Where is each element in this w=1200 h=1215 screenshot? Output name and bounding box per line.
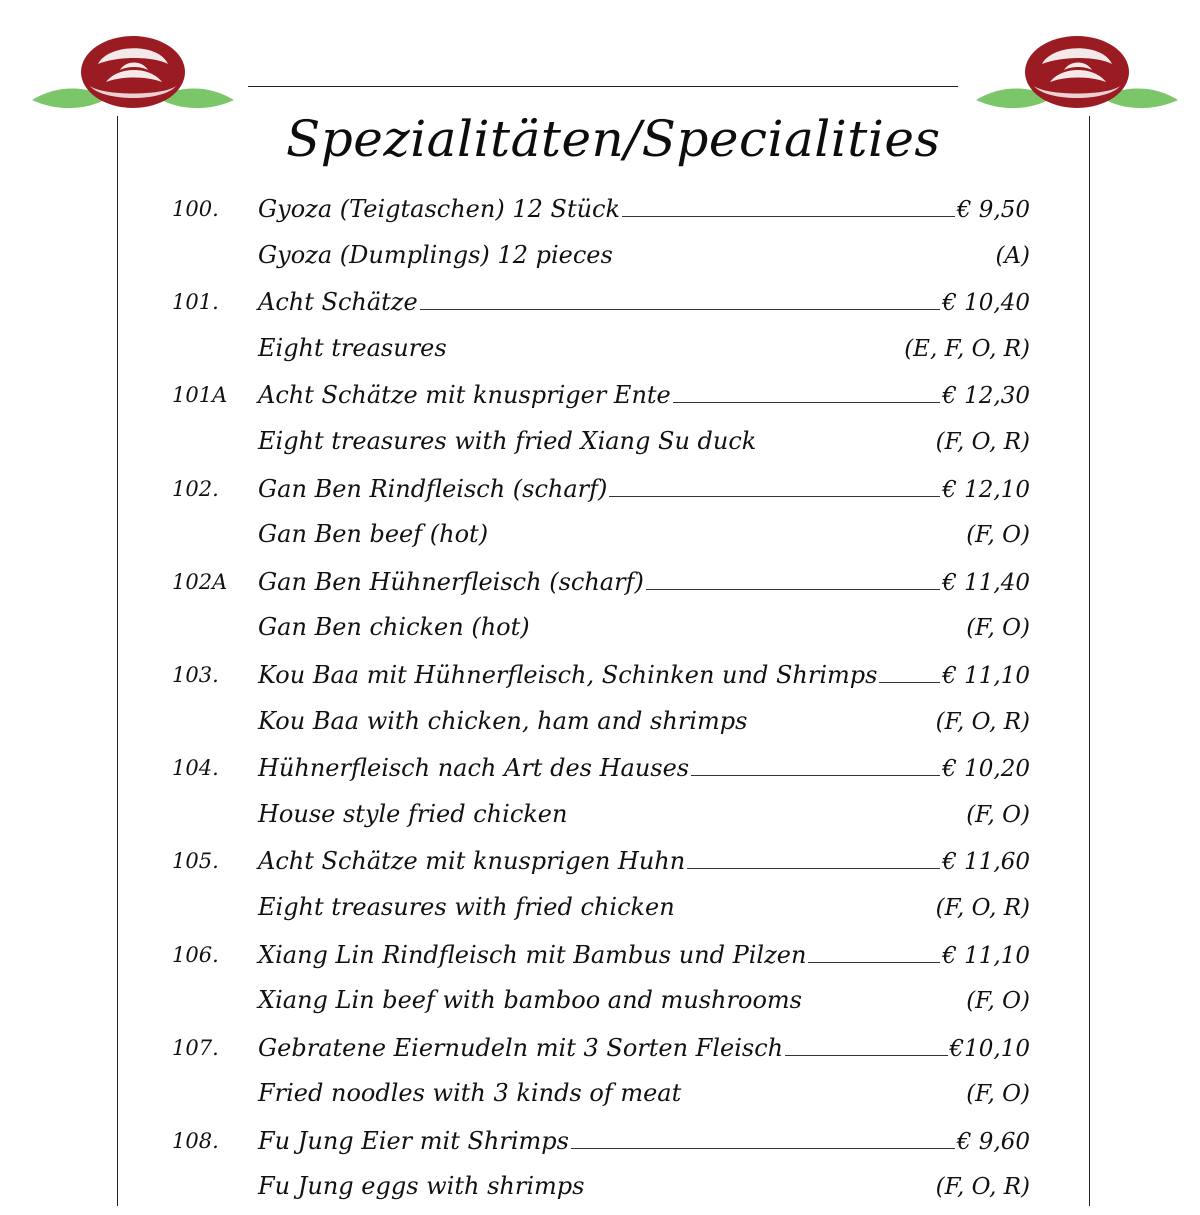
item-line-english <box>258 334 1030 362</box>
item-name-english: Fried noodles with 3 kinds of meat <box>258 1079 682 1108</box>
dotted-leader <box>646 567 940 590</box>
item-allergens: (A) <box>995 242 1030 269</box>
item-line <box>258 660 1030 689</box>
item-price: € 11,60 <box>942 849 1030 876</box>
menu-item-row <box>0 1029 1200 1076</box>
item-name-german: Kou Baa mit Hühnerfleisch, Schinken und Shrimps <box>258 660 878 689</box>
menu-item-translation-row <box>0 609 1200 656</box>
dotted-leader <box>687 846 940 869</box>
item-price: € 11,40 <box>942 569 1030 596</box>
menu-item-translation-row <box>0 982 1200 1029</box>
item-allergens: (F, O, R) <box>935 428 1030 455</box>
item-number: 102. <box>172 476 219 501</box>
item-line <box>258 567 1030 596</box>
dotted-leader <box>879 660 940 683</box>
rose-decoration-left <box>28 34 238 124</box>
menu-item-row <box>0 749 1200 796</box>
menu-item-row <box>0 842 1200 889</box>
rose-decoration-right <box>972 34 1182 124</box>
item-name-german: Xiang Lin Rindfleisch mit Bambus und Pilzen <box>258 940 807 969</box>
item-name-english: House style fried chicken <box>258 799 568 828</box>
menu-item-translation-row <box>0 330 1200 377</box>
item-number: 100. <box>172 197 219 221</box>
item-name-german: Gyoza (Teigtaschen) 12 Stück <box>258 195 621 223</box>
item-name-english: Gyoza (Dumplings) 12 pieces <box>258 240 613 269</box>
menu-item-row <box>0 190 1200 237</box>
dotted-leader <box>785 1033 947 1056</box>
item-price: € 10,20 <box>942 756 1030 783</box>
top-divider <box>248 86 958 87</box>
item-name-german: Hühnerfleisch nach Art des Hauses <box>258 754 690 783</box>
item-number: 103. <box>172 662 219 687</box>
dotted-leader <box>571 1126 955 1149</box>
dotted-leader <box>691 753 940 776</box>
menu-item-row <box>0 563 1200 610</box>
item-name-english: Eight treasures <box>258 333 447 362</box>
item-price: € 9,60 <box>956 1128 1030 1155</box>
item-name-german: Acht Schätze mit knusprigen Huhn <box>258 847 686 876</box>
item-number: 104. <box>172 756 219 781</box>
item-price: € 9,50 <box>956 197 1030 223</box>
dotted-leader <box>808 940 940 963</box>
item-line <box>258 1126 1030 1155</box>
item-price: € 12,10 <box>942 476 1030 503</box>
item-price: € 11,10 <box>942 942 1030 969</box>
item-allergens: (F, O) <box>966 801 1030 828</box>
item-number: 108. <box>172 1128 219 1153</box>
item-allergens: (F, O, R) <box>935 894 1030 921</box>
item-name-german: Acht Schätze mit knuspriger Ente <box>258 381 671 410</box>
item-name-english: Eight treasures with fried Xiang Su duck <box>258 426 757 455</box>
dotted-leader <box>420 287 941 310</box>
menu-item-row <box>0 283 1200 330</box>
item-name-english: Gan Ben chicken (hot) <box>258 613 530 642</box>
dotted-leader <box>609 474 940 497</box>
item-name-german: Fu Jung Eier mit Shrimps <box>258 1126 569 1155</box>
item-line-english <box>258 520 1030 548</box>
dotted-leader <box>673 380 940 403</box>
item-number: 101. <box>172 290 219 315</box>
item-name-english: Gan Ben beef (hot) <box>258 520 489 549</box>
item-line-english <box>258 893 1030 921</box>
item-name-german: Acht Schätze <box>258 288 418 317</box>
item-line <box>258 1033 1030 1062</box>
menu-item-translation-row <box>0 237 1200 284</box>
item-line-english <box>258 1172 1030 1200</box>
dotted-leader <box>622 194 955 217</box>
item-name-english: Fu Jung eggs with shrimps <box>258 1172 585 1201</box>
item-price: €10,10 <box>949 1035 1030 1062</box>
item-number: 106. <box>172 942 219 967</box>
item-name-english: Kou Baa with chicken, ham and shrimps <box>258 706 748 735</box>
item-allergens: (F, O) <box>966 988 1030 1015</box>
item-line <box>258 194 1030 223</box>
menu-item-translation-row <box>0 796 1200 843</box>
item-allergens: (F, O) <box>966 522 1030 549</box>
item-number: 101A <box>172 383 228 408</box>
item-allergens: (F, O, R) <box>935 1174 1030 1201</box>
menu-item-translation-row <box>0 1075 1200 1122</box>
item-allergens: (F, O) <box>966 1081 1030 1108</box>
item-line <box>258 940 1030 969</box>
item-price: € 11,10 <box>942 662 1030 689</box>
item-name-english: Xiang Lin beef with bamboo and mushrooms <box>258 986 802 1015</box>
item-name-german: Gan Ben Hühnerfleisch (scharf) <box>258 567 644 596</box>
menu-item-translation-row <box>0 423 1200 470</box>
item-price: € 10,40 <box>942 290 1030 317</box>
menu-item-row <box>0 376 1200 423</box>
menu-item-translation-row <box>0 889 1200 936</box>
item-number: 102A <box>172 569 228 594</box>
item-allergens: (E, F, O, R) <box>904 335 1030 362</box>
item-number: 105. <box>172 849 219 874</box>
item-line-english <box>258 241 1030 269</box>
menu-item-row <box>0 1122 1200 1169</box>
menu-item-translation-row <box>0 1168 1200 1215</box>
menu-list <box>0 190 1200 1215</box>
menu-item-row <box>0 656 1200 703</box>
item-line <box>258 846 1030 875</box>
item-line <box>258 287 1030 316</box>
item-line <box>258 753 1030 782</box>
item-allergens: (F, O, R) <box>935 708 1030 735</box>
item-line <box>258 474 1030 503</box>
item-allergens: (F, O) <box>966 615 1030 642</box>
item-price: € 12,30 <box>942 383 1030 410</box>
item-line-english <box>258 613 1030 641</box>
item-number: 107. <box>172 1035 219 1060</box>
item-name-german: Gan Ben Rindfleisch (scharf) <box>258 474 608 503</box>
item-line-english <box>258 707 1030 735</box>
item-line-english <box>258 427 1030 455</box>
item-line <box>258 380 1030 409</box>
item-line-english <box>258 800 1030 828</box>
menu-item-row <box>0 936 1200 983</box>
item-name-german: Gebratene Eiernudeln mit 3 Sorten Fleisch <box>258 1033 784 1062</box>
item-line-english <box>258 986 1030 1014</box>
menu-item-translation-row <box>0 703 1200 750</box>
menu-item-row <box>0 470 1200 517</box>
page-title: Spezialitäten/Specialities <box>286 110 941 168</box>
item-name-english: Eight treasures with fried chicken <box>258 892 675 921</box>
menu-item-translation-row <box>0 516 1200 563</box>
item-line-english <box>258 1079 1030 1107</box>
